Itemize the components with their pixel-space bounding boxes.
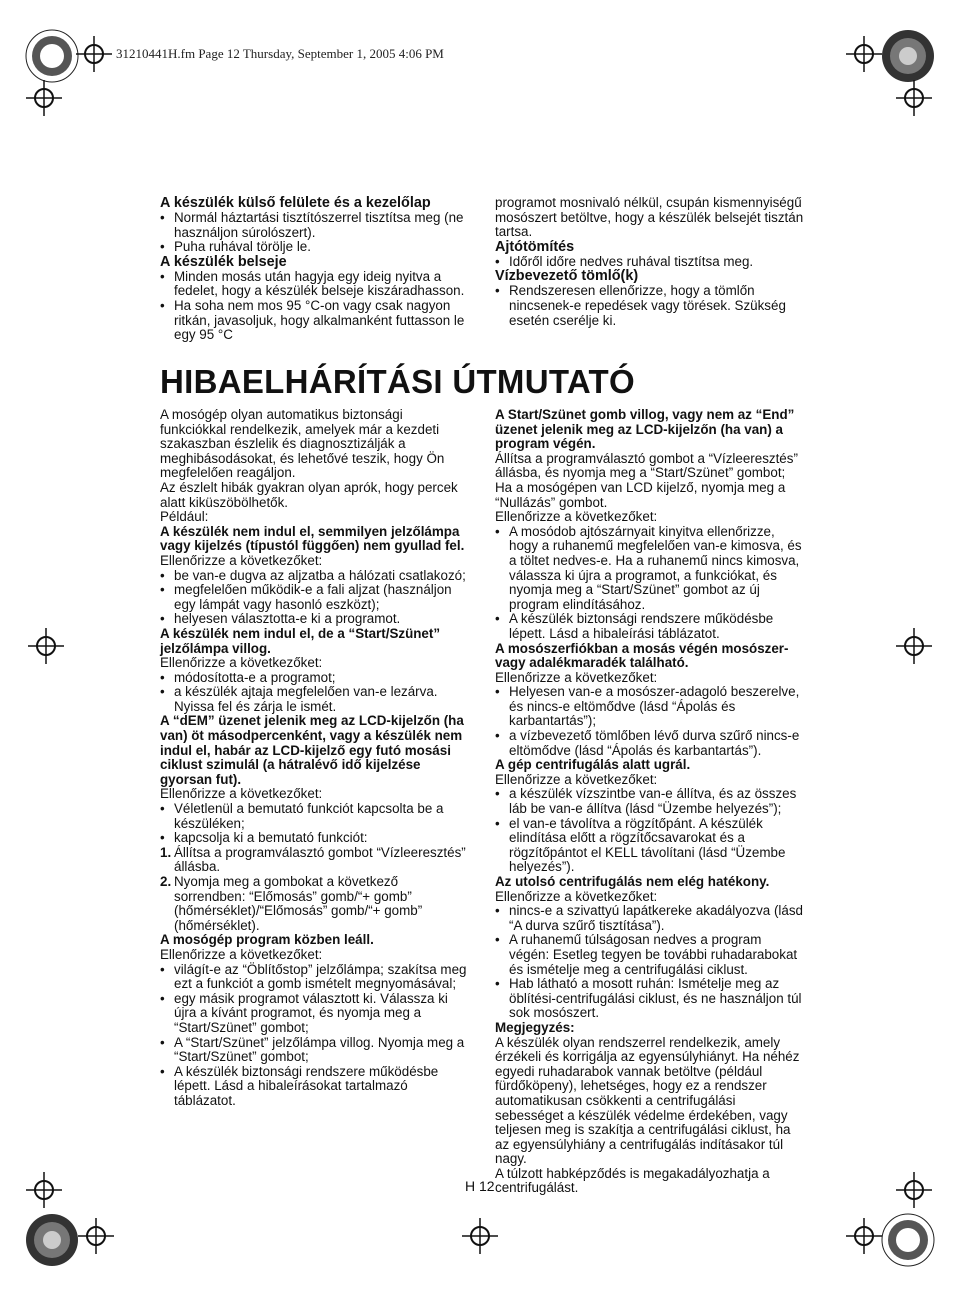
registration-mark-top-right xyxy=(878,26,938,86)
list-item: • megfelelően működik-e a fali aljzat (használjon egy lámpát vagy hasonló eszközt); xyxy=(160,583,470,612)
list-item: • módosította-e a programot; xyxy=(160,671,470,686)
list-item: • nincs-e a szivattyú lapátkereke akadályozva (lásd “A durva szűrő tisztítása”). xyxy=(495,904,805,933)
step-text: Állítsa a programválasztó gombot “Vízleeresztés” állásba. xyxy=(174,844,466,875)
list-item: • be van-e dugva az aljzatba a hálózati csatlakozó; xyxy=(160,569,470,584)
crosshair-mark-top-right xyxy=(846,36,882,72)
crosshair-mark-left-upper xyxy=(26,80,62,116)
list-item: • Véletlenül a bemutató funkciót kapcsolta be a készüléken; xyxy=(160,802,470,831)
heading-interior: A készülék belseje xyxy=(160,253,287,270)
numbered-step xyxy=(160,875,470,933)
heading-exterior: A készülék külső felülete és a kezelőlap xyxy=(160,195,431,211)
problem-title: A készülék nem indul el, de a “Start/Szünet” jelzőlámpa villog. xyxy=(160,625,441,656)
list-item: • egy másik programot választott ki. Válassza ki újra a kívánt programot, és nyomja meg a “Start/Szünet” gombot; xyxy=(160,992,470,1036)
list-item: • helyesen választotta-e ki a programot. xyxy=(160,612,470,627)
crosshair-mark-bottom-left xyxy=(78,1218,114,1254)
step-number: 2. xyxy=(160,874,172,889)
list-item: • Rendszeresen ellenőrizze, hogy a tömlőn nincsenek-e repedések vagy törések. Szükség esetén cserélje ki. xyxy=(495,284,805,328)
list-item: • a készülék ajtaja megfelelően van-e lezárva. Nyissa fel és zárja le ismét. xyxy=(160,685,470,714)
list-item: • a vízbevezető tömlőben lévő durva szűrő nincs-e eltömődve (lásd “Ápolás és karbantartás”). xyxy=(495,729,805,758)
page-number: H 12 xyxy=(465,1178,495,1194)
check-label: Ellenőrizze a következőket: xyxy=(495,669,658,685)
example-label: Például: xyxy=(160,509,209,525)
step-number: 1. xyxy=(160,844,172,860)
problem-title: Az utolsó centrifugálás nem elég hatékony. xyxy=(495,874,770,889)
crosshair-mark-bottom-center xyxy=(462,1218,498,1254)
numbered-step xyxy=(160,846,470,875)
check-label: Ellenőrizze a következőket: xyxy=(495,771,658,787)
intro-text: A mosógép olyan automatikus biztonsági funkciókkal rendelkezik, amelyek már a kezdeti szakaszban észlelik és diagnosztizálják a meghibásodásokat, és lehetővé teszik, hogy Ön megfelelően reagáljon. xyxy=(160,407,445,481)
check-label: Ellenőrizze a következőket: xyxy=(495,509,658,525)
problem-title: A mosószerfiókban a mosás végén mosószer- vagy adalékmaradék található. xyxy=(495,640,789,671)
note-text: A készülék olyan rendszerrel rendelkezik, amely érzékeli és korrigálja az egyensúlyhiányt. Ha néhéz egyedi ruhadarabok vannak betöltve (például fürdőköpeny), lehetséges, hogy ez a rendszer automatikusan csökkenti a centrifugálási sebességet a készülék védelme érdekében, vagy teljesen meg is szakítja a centrifugálási ciklust, ha az egyensúlyhiány a centrifugálás indításakor túl nagy. xyxy=(495,1034,800,1167)
note-text: A túlzott habképződés is megakadályozhatja a centrifugálást. xyxy=(495,1165,770,1196)
list-item: • A készülék biztonsági rendszere működésbe lépett. Lásd a hibaleírásokat tartalmazó táblázatot. xyxy=(160,1065,470,1109)
list-item: • Minden mosás után hagyja egy ideig nyitva a fedelet, hogy a készülék belseje kiszáradhasson. xyxy=(160,270,470,299)
registration-mark-top-left xyxy=(22,26,82,86)
crosshair-mark-left-middle xyxy=(28,628,64,664)
continued-text: programot mosnivaló nélkül, csupán kismennyiségű mosószert betöltve, hogy a készülék belsejét tisztán tartsa. xyxy=(495,195,804,240)
list-item: • A “Start/Szünet” jelzőlámpa villog. Nyomja meg a “Start/Szünet” gombot; xyxy=(160,1036,470,1065)
heading-door-seal: Ajtótömítés xyxy=(495,238,575,255)
left-top-column xyxy=(160,196,470,343)
crosshair-mark-right-upper xyxy=(896,80,932,116)
problem-title: A mosógép program közben leáll. xyxy=(160,932,374,948)
list-item: • Helyesen van-e a mosószer-adagoló beszerelve, és nincs-e eltömődve (lásd “Ápolás és karbantartás”); xyxy=(495,685,805,729)
right-column xyxy=(495,408,805,1196)
list-item: • el van-e távolítva a rögzítőpánt. A készülék elindítása előtt a rögzítőcsavarokat és a rögzítőpántot el KELL távolítani (lásd “Üzembe helyezés”). xyxy=(495,817,805,875)
check-label: Ellenőrizze a következőket: xyxy=(160,946,323,962)
list-item: • Normál háztartási tisztítószerrel tisztítsa meg (ne használjon súrolószert). xyxy=(160,211,470,240)
page-header: 31210441H.fm Page 12 Thursday, September 1, 2005 4:06 PM xyxy=(116,46,444,61)
right-top-column xyxy=(495,196,805,328)
list-item: • világít-e az “Öblítőstop” jelzőlámpa; szakítsa meg ezt a funkciót a gomb ismételt megnyomásával; xyxy=(160,963,470,992)
list-item: • A készülék biztonsági rendszere működésbe lépett. Lásd a hibaleírási táblázatot. xyxy=(495,612,805,641)
crosshair-mark-top-left xyxy=(76,36,112,72)
list-item: • Időről időre nedves ruhával tisztítsa meg. xyxy=(495,255,805,270)
check-label: Ellenőrizze a következőket: xyxy=(160,786,323,802)
step-text: Nyomja meg a gombokat a következő sorrendben: “Előmosás” gomb/“+ gomb” (hőmérséklet)/“Előmosás” gomb/“+ gomb” (hőmérséklet). xyxy=(174,874,423,933)
list-item: • Puha ruhával törölje le. xyxy=(160,240,470,255)
list-item: • a készülék vízszintbe van-e állítva, és az összes láb be van-e állítva (lásd “Üzembe helyezés”); xyxy=(495,787,805,816)
list-item: • A mosódob ajtószárnyait kinyitva ellenőrizze, hogy a ruhanemű megfelelően van-e kimosva, és a töltet nedves-e. Ha a ruhanemű nincs kimosva, válassza ki újra a programot, a funkciókat, és nyomja meg a “Start/Szünet” gombot az új program elindításához. xyxy=(495,525,805,613)
registration-mark-bottom-right xyxy=(878,1210,938,1270)
check-label: Ellenőrizze a következőket: xyxy=(160,655,323,671)
crosshair-mark-right-middle xyxy=(896,628,932,664)
body-text: Állítsa a programválasztó gombot a “Vízleeresztés” állásba, és nyomja meg a “Start/Szünet” gombot; Ha a mosógépen van LCD kijelző, nyomja meg a “Nullázás” gombot. xyxy=(495,450,798,510)
problem-title: A gép centrifugálás alatt ugrál. xyxy=(495,757,691,773)
list-item: • A ruhanemű túlságosan nedves a program végén: Esetleg tegyen be további ruhadarabokat és ismételje meg a centrifugálási ciklust. xyxy=(495,933,805,977)
check-label: Ellenőrizze a következőket: xyxy=(495,888,658,904)
crosshair-mark-bottom-right xyxy=(846,1218,882,1254)
note-title: Megjegyzés: xyxy=(495,1019,575,1035)
crosshair-mark-right-lower xyxy=(896,1172,932,1208)
page-title: HIBAELHÁRÍTÁSI ÚTMUTATÓ xyxy=(160,363,635,400)
intro-text: Az észlelt hibák gyakran olyan aprók, hogy percek alatt kiküszöbölhetők. xyxy=(160,479,458,510)
problem-title: A “dEM” üzenet jelenik meg az LCD-kijelzőn (ha van) öt másodpercenként, vagy a készülék nem indul el, habár az LCD-kijelző egy futó mosási ciklust szimulál (a hátralévő idő kijelzése gyorsan fut). xyxy=(160,713,464,787)
registration-mark-bottom-left xyxy=(22,1210,82,1270)
problem-title: A készülék nem indul el, semmilyen jelzőlámpa vagy kijelzés (típustól függően) nem gyullad fel. xyxy=(160,523,465,554)
check-label: Ellenőrizze a következőket: xyxy=(160,552,323,568)
left-column xyxy=(160,408,470,1109)
heading-inlet-hose: Vízbevezető tömlő(k) xyxy=(495,268,639,285)
list-item: • Hab látható a mosott ruhán: Ismételje meg az öblítési-centrifugálási ciklust, és ne használjon túl sok mosószert. xyxy=(495,977,805,1021)
problem-title: A Start/Szünet gomb villog, vagy nem az “End” üzenet jelenik meg az LCD-kijelzőn (ha van) a program végén. xyxy=(495,407,795,452)
list-item: • Ha soha nem mos 95 °C-on vagy csak nagyon ritkán, javasoljuk, hogy alkalmanként futtasson le egy 95 °C xyxy=(160,299,470,343)
crosshair-mark-left-lower xyxy=(26,1172,62,1208)
list-item: • kapcsolja ki a bemutató funkciót: xyxy=(160,831,470,846)
